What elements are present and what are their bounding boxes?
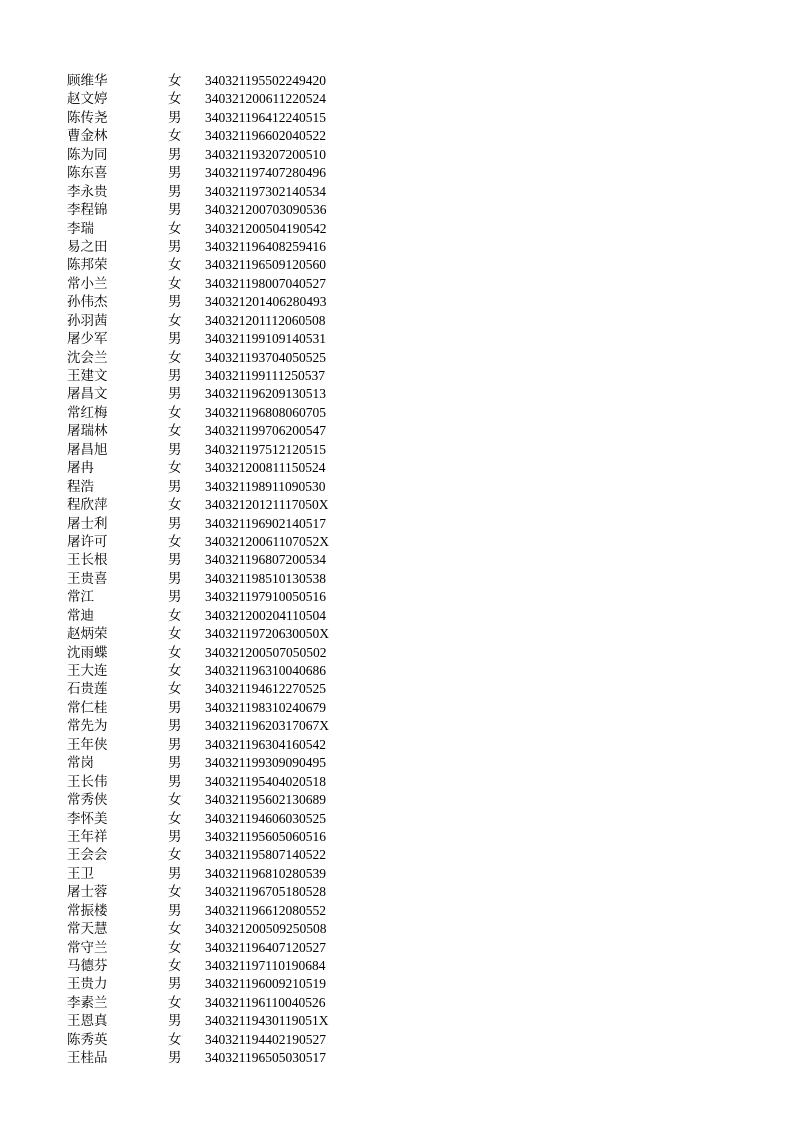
name-cell: 王会会 [67, 847, 108, 864]
name-cell: 王桂品 [67, 1050, 108, 1067]
id-number-cell: 340321201112060508 [205, 312, 326, 328]
table-row [67, 90, 367, 108]
gender-cell: 女 [168, 810, 182, 827]
gender-cell: 女 [168, 460, 182, 477]
gender-cell: 女 [168, 958, 182, 974]
name-cell: 顾维华 [67, 73, 108, 89]
id-number-cell: 340321200204110504 [205, 607, 326, 623]
id-number-cell: 340321201406280493 [205, 294, 327, 310]
id-number-cell: 340321193207200510 [205, 146, 326, 162]
table-row [67, 717, 367, 735]
table-row [67, 791, 367, 809]
name-cell: 李永贵 [67, 183, 108, 200]
gender-cell: 男 [168, 828, 182, 845]
table-row [67, 625, 367, 643]
table-row [67, 404, 367, 422]
table-row [67, 385, 367, 403]
gender-cell: 男 [168, 718, 182, 735]
id-number-cell: 340321198310240679 [205, 699, 326, 715]
table-row [67, 256, 367, 274]
name-cell: 王恩真 [67, 1013, 108, 1030]
id-number-cell: 340321199109140531 [205, 331, 326, 347]
name-cell: 王卫 [67, 865, 94, 882]
id-number-cell: 340321193704050525 [205, 349, 326, 365]
table-row [67, 349, 367, 367]
table-row [67, 330, 367, 348]
table-row [67, 754, 367, 772]
id-number-cell: 340321200811150524 [205, 460, 326, 476]
gender-cell: 男 [168, 865, 182, 882]
gender-cell: 男 [168, 570, 182, 587]
name-cell: 屠冉 [67, 460, 94, 477]
gender-cell: 女 [168, 128, 182, 145]
gender-cell: 女 [168, 939, 182, 956]
gender-cell: 女 [168, 792, 182, 809]
id-number-cell: 340321196310040686 [205, 663, 326, 678]
id-number-cell: 340321199706200547 [205, 423, 326, 439]
id-number-cell: 34032119620317067X [205, 718, 329, 734]
name-cell: 程浩 [67, 478, 94, 495]
gender-cell: 女 [168, 312, 182, 329]
id-number-cell: 340321196602040522 [205, 128, 326, 144]
name-cell: 王年侠 [67, 736, 108, 753]
gender-cell: 女 [168, 1031, 182, 1048]
gender-cell: 男 [168, 109, 182, 126]
name-cell: 王贵喜 [67, 570, 108, 587]
name-cell: 李怀美 [67, 810, 108, 827]
name-cell: 屠少军 [67, 331, 108, 348]
id-number-cell: 340321194612270525 [205, 681, 326, 697]
id-number-cell: 340321199111250537 [205, 368, 325, 383]
name-cell: 常红梅 [67, 404, 108, 421]
id-number-cell: 340321196902140517 [205, 515, 326, 531]
id-number-cell: 34032120061107052X [205, 533, 329, 549]
gender-cell: 男 [168, 902, 182, 919]
name-cell: 王贵力 [67, 976, 108, 993]
table-row [67, 846, 367, 864]
gender-cell: 男 [168, 1050, 182, 1067]
id-number-cell: 340321196807200534 [205, 552, 326, 568]
name-cell: 李瑞 [67, 220, 94, 237]
table-row [67, 220, 367, 238]
table-row [67, 939, 367, 957]
id-number-cell: 340321196304160542 [205, 736, 326, 752]
gender-cell: 男 [168, 736, 182, 753]
name-cell: 易之田 [67, 238, 108, 255]
table-row [67, 367, 367, 385]
gender-cell: 女 [168, 91, 182, 108]
id-number-cell: 340321196810280539 [205, 865, 326, 881]
name-cell: 屠昌旭 [67, 441, 108, 458]
table-row [67, 957, 367, 975]
name-cell: 常秀侠 [67, 792, 108, 809]
name-cell: 孙伟杰 [67, 294, 108, 311]
id-number-cell: 340321197910050516 [205, 589, 326, 605]
gender-cell: 女 [168, 275, 182, 292]
id-number-cell: 340321200509250508 [205, 921, 327, 937]
gender-cell: 男 [168, 368, 182, 384]
table-row [67, 183, 367, 201]
name-cell: 陈传尧 [67, 109, 108, 126]
id-number-cell: 340321196612080552 [205, 902, 326, 918]
name-cell: 陈为同 [67, 146, 108, 163]
table-row [67, 551, 367, 569]
gender-cell: 男 [168, 331, 182, 348]
id-number-cell: 340321196408259416 [205, 238, 326, 254]
gender-cell: 女 [168, 497, 182, 514]
name-cell: 赵文婷 [67, 91, 108, 108]
id-number-cell: 340321198007040527 [205, 275, 326, 291]
name-cell: 王建文 [67, 368, 108, 384]
table-row [67, 275, 367, 293]
name-cell: 屠瑞林 [67, 423, 108, 440]
name-cell: 程欣萍 [67, 497, 108, 514]
table-row [67, 810, 367, 828]
id-number-cell: 340321197407280496 [205, 165, 326, 181]
gender-cell: 女 [168, 921, 182, 938]
id-number-cell: 340321196209130513 [205, 386, 326, 402]
name-cell: 沈雨蝶 [67, 644, 108, 661]
table-row [67, 422, 367, 440]
id-number-cell: 340321196407120527 [205, 939, 326, 955]
gender-cell: 女 [168, 220, 182, 237]
gender-cell: 男 [168, 146, 182, 163]
gender-cell: 女 [168, 681, 182, 698]
gender-cell: 女 [168, 349, 182, 366]
gender-cell: 女 [168, 884, 182, 901]
table-row [67, 201, 367, 219]
gender-cell: 女 [168, 257, 182, 274]
table-row [67, 828, 367, 846]
table-row [67, 1012, 367, 1030]
table-row [67, 146, 367, 164]
id-number-cell: 340321196110040526 [205, 994, 326, 1010]
id-number-cell: 340321195807140522 [205, 847, 326, 863]
name-cell: 屠许可 [67, 533, 108, 550]
table-row [67, 902, 367, 920]
gender-cell: 男 [168, 165, 182, 182]
table-row [67, 312, 367, 330]
name-cell: 曹金林 [67, 128, 108, 145]
id-number-cell: 340321197110190684 [205, 958, 326, 973]
gender-cell: 男 [168, 1013, 182, 1030]
gender-cell: 男 [168, 699, 182, 716]
name-cell: 马德芬 [67, 958, 108, 974]
name-cell: 沈会兰 [67, 349, 108, 366]
gender-cell: 女 [168, 423, 182, 440]
table-row [67, 699, 367, 717]
name-cell: 常振楼 [67, 902, 108, 919]
id-number-cell: 340321200504190542 [205, 220, 327, 236]
table-row [67, 1049, 367, 1067]
table-row [67, 975, 367, 993]
gender-cell: 男 [168, 773, 182, 790]
name-cell: 常迪 [67, 607, 94, 624]
name-cell: 孙羽茜 [67, 312, 108, 329]
table-row [67, 459, 367, 477]
gender-cell: 女 [168, 663, 182, 679]
gender-cell: 女 [168, 404, 182, 421]
table-row [67, 441, 367, 459]
name-cell: 屠士利 [67, 515, 108, 532]
gender-cell: 男 [168, 478, 182, 495]
table-row [67, 533, 367, 551]
gender-cell: 女 [168, 533, 182, 550]
id-number-cell: 340321198510130538 [205, 570, 326, 586]
id-number-cell: 34032119720630050X [205, 626, 329, 642]
table-row [67, 570, 367, 588]
id-number-cell: 340321197512120515 [205, 441, 326, 457]
id-number-cell: 340321195605060516 [205, 828, 326, 844]
name-cell: 常岗 [67, 755, 94, 772]
name-cell: 王长根 [67, 552, 108, 569]
id-number-cell: 340321199309090495 [205, 755, 326, 771]
gender-cell: 男 [168, 552, 182, 569]
table-row [67, 607, 367, 625]
gender-cell: 男 [168, 386, 182, 403]
gender-cell: 女 [168, 607, 182, 624]
id-number-cell: 340321196412240515 [205, 109, 326, 125]
table-row [67, 662, 367, 680]
name-cell: 李程锦 [67, 202, 108, 219]
id-number-cell: 340321196705180528 [205, 884, 326, 900]
table-row [67, 109, 367, 127]
gender-cell: 男 [168, 294, 182, 311]
name-cell: 王长伟 [67, 773, 108, 790]
table-row [67, 1031, 367, 1049]
table-row [67, 994, 367, 1012]
gender-cell: 男 [168, 238, 182, 255]
name-cell: 陈邦荣 [67, 257, 108, 274]
table-row [67, 644, 367, 662]
table-row [67, 680, 367, 698]
name-cell: 屠士蓉 [67, 884, 108, 901]
table-row [67, 736, 367, 754]
id-number-cell: 340321195502249420 [205, 73, 326, 88]
table-row [67, 293, 367, 311]
gender-cell: 男 [168, 515, 182, 532]
table-row [67, 127, 367, 145]
gender-cell: 女 [168, 644, 182, 661]
name-cell: 李素兰 [67, 994, 108, 1011]
gender-cell: 女 [168, 626, 182, 643]
gender-cell: 男 [168, 589, 182, 606]
id-number-cell: 340321200703090536 [205, 202, 327, 218]
table-row [67, 920, 367, 938]
id-number-cell: 340321196505030517 [205, 1050, 326, 1066]
gender-cell: 男 [168, 183, 182, 200]
table-row [67, 515, 367, 533]
id-number-cell: 340321196808060705 [205, 404, 326, 420]
table-row [67, 164, 367, 182]
name-cell: 常先为 [67, 718, 108, 735]
name-cell: 常守兰 [67, 939, 108, 956]
id-number-cell: 34032120121117050X [205, 497, 329, 513]
name-cell: 陈东喜 [67, 165, 108, 182]
gender-cell: 女 [168, 847, 182, 864]
name-cell: 石贵莲 [67, 681, 108, 698]
gender-cell: 男 [168, 976, 182, 993]
name-cell: 王大连 [67, 663, 108, 679]
id-number-cell: 340321200507050502 [205, 644, 327, 660]
id-number-cell: 340321198911090530 [205, 478, 326, 494]
id-number-cell: 34032119430119051X [205, 1013, 329, 1029]
table-row [67, 496, 367, 514]
table-row [67, 865, 367, 883]
gender-cell: 女 [168, 994, 182, 1011]
table-row [67, 883, 367, 901]
id-number-cell: 340321197302140534 [205, 183, 326, 199]
id-number-cell: 340321200611220524 [205, 91, 326, 107]
id-number-cell: 340321196509120560 [205, 257, 326, 273]
table-row [67, 238, 367, 256]
name-cell: 屠昌文 [67, 386, 108, 403]
name-cell: 陈秀英 [67, 1031, 108, 1048]
gender-cell: 男 [168, 202, 182, 219]
id-number-cell: 340321195602130689 [205, 792, 326, 808]
name-cell: 常仁桂 [67, 699, 108, 716]
name-cell: 赵炳荣 [67, 626, 108, 643]
name-cell: 常天慧 [67, 921, 108, 938]
table-row [67, 773, 367, 791]
id-number-cell: 340321194606030525 [205, 810, 326, 826]
gender-cell: 男 [168, 441, 182, 458]
table-row [67, 588, 367, 606]
id-number-cell: 340321194402190527 [205, 1031, 326, 1047]
name-cell: 常江 [67, 589, 94, 606]
roster-table [67, 72, 367, 1068]
table-row [67, 72, 367, 90]
name-cell: 王年祥 [67, 828, 108, 845]
gender-cell: 女 [168, 73, 182, 89]
id-number-cell: 340321196009210519 [205, 976, 326, 992]
id-number-cell: 340321195404020518 [205, 773, 326, 789]
table-row [67, 478, 367, 496]
name-cell: 常小兰 [67, 275, 108, 292]
gender-cell: 男 [168, 755, 182, 772]
